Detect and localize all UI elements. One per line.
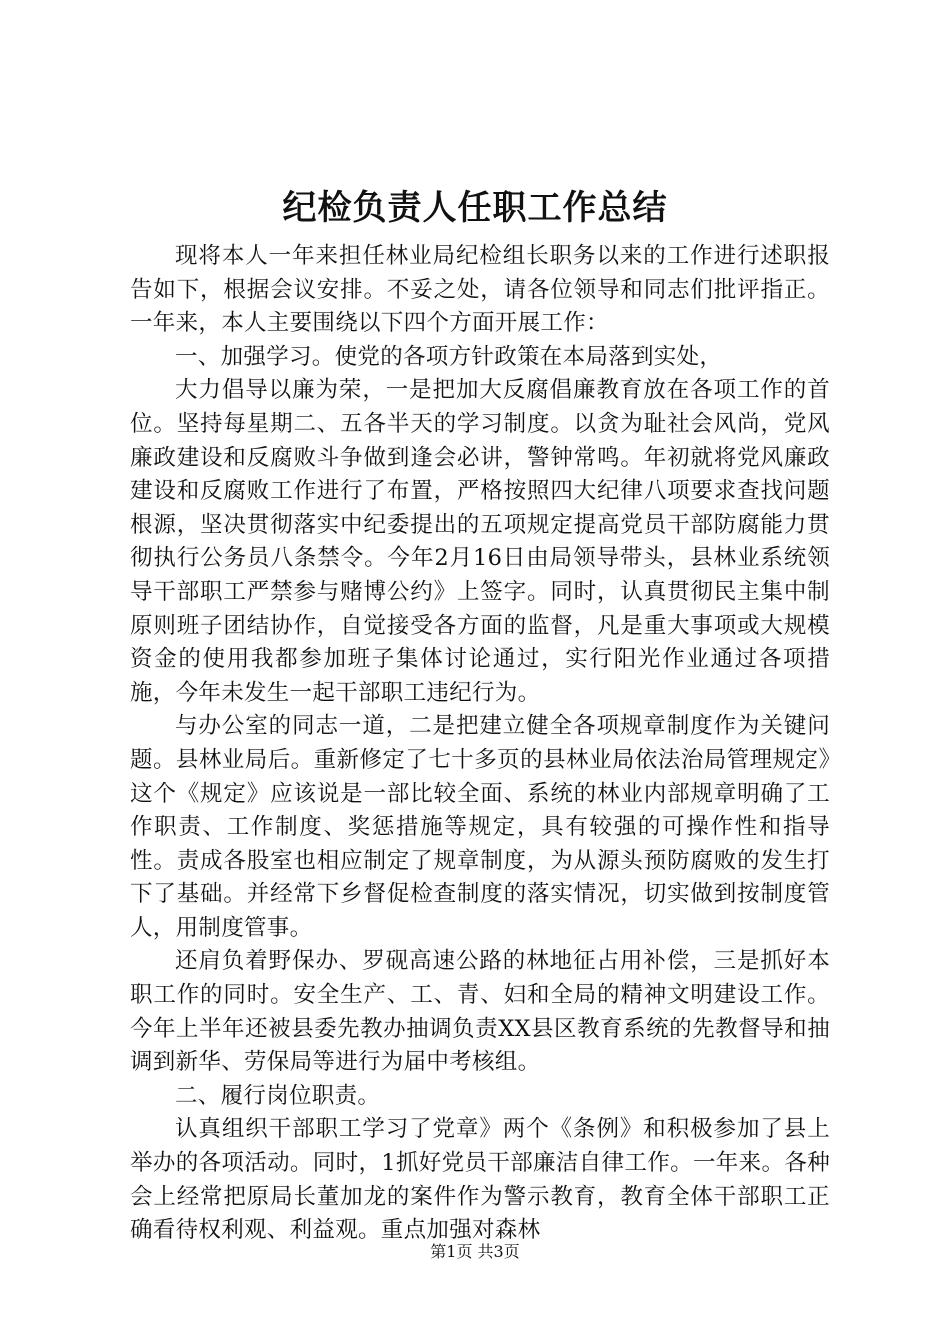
paragraph-intro: 现将本人一年来担任林业局纪检组长职务以来的工作进行述职报告如下，根据会议安排。不妥之处，请各位领导和同志们批评指正。一年来，本人主要围绕以下四个方面开展工作： xyxy=(130,243,830,337)
paragraph-point-2: 与办公室的同志一道，二是把建立健全各项规章制度作为关键问题。县林业局后。重新修定了七十多页的县林业局依法治局管理规定》这个《规定》应该说是一部比较全面、系统的林业内部规章明确了工作职责、工作制度、奖惩措施等规定，具有较强的可操作性和指导性。责成各股室也相应制定了规章制度，为从源头预防腐败的发生打下了基础。并经常下乡督促检查制度的落实情况，切实做到按制度管人，用制度管事。 xyxy=(130,713,830,941)
paragraph-heading-1: 一、加强学习。使党的各项方针政策在本局落到实处， xyxy=(175,343,723,370)
page-footer: 第1页 共3页 xyxy=(430,1242,520,1261)
paragraph-point-3: 还肩负着野保办、罗砚高速公路的林地征占用补偿，三是抓好本职工作的同时。安全生产、工、青、妇和全局的精神文明建设工作。今年上半年还被县委先教办抽调负责XX县区教育系统的先教督导和抽调到新华、劳保局等进行为届中考核组。 xyxy=(130,948,830,1076)
paragraph-heading-2: 二、履行岗位职责。 xyxy=(175,1082,381,1109)
document-title: 纪检负责人任职工作总结 xyxy=(282,188,668,228)
paragraph-point-1: 大力倡导以廉为荣，一是把加大反腐倡廉教育放在各项工作的首位。坚持每星期二、五各半天的学习制度。以贪为耻社会风尚，党风廉政建设和反腐败斗争做到逢会必讲，警钟常鸣。年初就将党风廉政建设和反腐败工作进行了布置，严格按照四大纪律八项要求查找问题根源，坚决贯彻落实中纪委提出的五项规定提高党员干部防腐能力贯彻执行公务员八条禁令。今年2月16日由局领导带头，县林业系统领导干部职工严禁参与赌博公约》上签字。同时，认真贯彻民主集中制原则班子团结协作，自觉接受各方面的监督，凡是重大事项或大规模资金的使用我都参加班子集体讨论通过，实行阳光作业通过各项措施，今年未发生一起干部职工违纪行为。 xyxy=(130,377,830,706)
paragraph-duty-1: 认真组织干部职工学习了党章》两个《条例》和积极参加了县上举办的各项活动。同时，1抓好党员干部廉洁自律工作。一年来。各种会上经常把原局长董加龙的案件作为警示教育，教育全体干部职工正确看待权利观、利益观。重点加强对森林 xyxy=(130,1116,830,1244)
document-body xyxy=(130,240,830,1248)
